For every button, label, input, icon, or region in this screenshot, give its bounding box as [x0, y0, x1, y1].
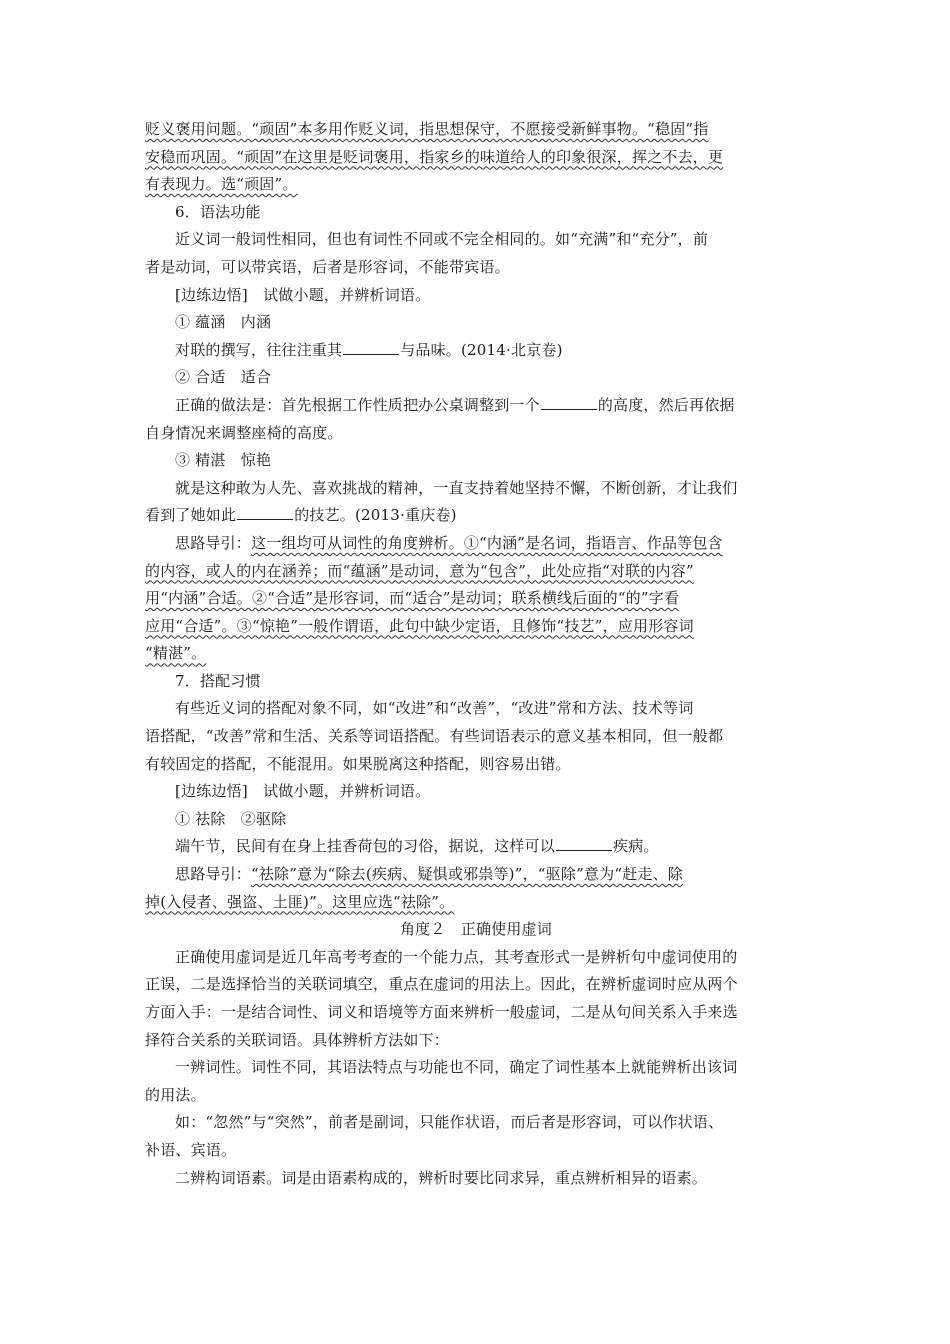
question-words: ② 合适 适合 — [175, 368, 272, 387]
document-page — [145, 116, 807, 1192]
guide-line — [145, 558, 807, 586]
question-sentence: 自身情况来调整座椅的高度。 — [145, 423, 343, 442]
paragraph-line: 正确使用虚词是近几年高考考查的一个能力点，其考查形式一是辨析句中虚词使用的 — [175, 947, 738, 966]
question-words: ① 祛除 ②驱除 — [175, 809, 287, 828]
guide-line — [145, 640, 807, 668]
text-line — [145, 171, 807, 199]
question-sentence: 正确的做法是：首先根据工作性质把办公桌调整到一个 的高度，然后再依据 — [175, 395, 735, 414]
guide-line — [145, 889, 807, 917]
practice-label: [边练边悟] 试做小题，并辨析词语。 — [175, 285, 431, 304]
paragraph-line: 正误，二是选择恰当的关联词填空，重点在虚词的用法上。因此，在辨析虚词时应从两个 — [145, 975, 738, 994]
guide-text: 用“内涵”合适。②“合适”是形容词，而“适合”是动词；联系横线后面的“的”字看 — [145, 589, 680, 608]
analysis-text: 有表现力。选“顽固”。 — [145, 175, 298, 194]
guide-text: “祛除”意为“除去(疾病、疑惧或邪祟等)”，“驱除”意为“赶走、除 — [251, 865, 684, 884]
paragraph-line: 一辨词性。词性不同，其语法特点与功能也不同，确定了词性基本上就能辨析出该词 — [175, 1058, 738, 1077]
question-sentence: 就是这种敢为人先、喜欢挑战的精神，一直支持着她坚持不懈，不断创新，才让我们 — [175, 478, 738, 497]
paragraph-line: 者是动词，可以带宾语，后者是形容词，不能带宾语。 — [145, 257, 510, 276]
paragraph-line: 方面入手：一是结合词性、词义和语境等方面来辨析一般虚词，二是从句间关系入手来选 — [145, 1003, 738, 1021]
paragraph-line: 近义词一般词性相同，但也有词性不同或不完全相同的。如“充满”和“充分”，前 — [175, 230, 709, 249]
fill-blank[interactable] — [237, 518, 293, 520]
guide-label: 思路导引： — [175, 533, 252, 552]
question-words: ① 蕴涵 内涵 — [175, 313, 272, 332]
paragraph-line: 的用法。 — [145, 1085, 206, 1104]
guide-line — [145, 861, 807, 889]
text-line — [145, 116, 807, 144]
paragraph-line: 语搭配，“改善”常和生活、关系等词语搭配。有些词语表示的意义基本相同，但一般都 — [145, 727, 724, 746]
practice-label: [边练边悟] 试做小题，并辨析词语。 — [175, 782, 431, 801]
question-sentence: 端午节，民间有在身上挂香荷包的习俗，据说，这样可以 疾病。 — [175, 837, 659, 856]
guide-line — [145, 585, 807, 613]
guide-line — [145, 530, 807, 558]
section-heading: 6．语法功能 — [175, 202, 261, 221]
paragraph-line: 有些近义词的搭配对象不同，如“改进”和“改善”，“改进”常和方法、技术等词 — [175, 699, 694, 718]
question-sentence: 对联的撰写，往往注重其 与品味。(2014·北京卷) — [175, 340, 563, 359]
section-heading: 7．搭配习惯 — [175, 671, 261, 690]
paragraph-line: 如：“忽然”与“突然”，前者是副词，只能作状语，而后者是形容词，可以作状语、 — [175, 1113, 724, 1132]
text-line — [145, 144, 807, 172]
paragraph-line: 有较固定的搭配，不能混用。如果脱离这种搭配，则容易出错。 — [145, 754, 571, 773]
guide-text: “精湛”。 — [145, 644, 207, 663]
angle-title: 角度２ 正确使用虚词 — [399, 920, 552, 939]
guide-text: 应用“合适”。③“惊艳”一般作谓语，此句中缺少定语，且修饰“技艺”，应用形容词 — [145, 616, 694, 635]
guide-text: 的内容，或人的内在涵养；而“蕴涵”是动词，意为“包含”，此处应指“对联的内容” — [145, 561, 694, 580]
paragraph-line: 二辨构词语素。词是由语素构成的，辨析时要比同求异，重点辨析相异的语素。 — [175, 1168, 708, 1187]
guide-label: 思路导引： — [175, 865, 252, 884]
guide-line — [145, 613, 807, 641]
paragraph-line: 补语、宾语。 — [145, 1140, 237, 1159]
guide-text: 掉(入侵者、强盗、土匪)”。这里应选“祛除”。 — [145, 892, 455, 911]
guide-text: 这一组均可从词性的角度辨析。①“内涵”是名词，指语言、作品等包含 — [251, 533, 723, 552]
fill-blank[interactable] — [541, 408, 597, 410]
analysis-text: 安稳而巩固。“顽固”在这里是贬词褒用，指家乡的味道给人的印象很深，挥之不去，更 — [145, 147, 724, 166]
paragraph-line: 择符合关系的关联词语。具体辨析方法如下： — [145, 1030, 450, 1049]
question-words: ③ 精湛 惊艳 — [175, 451, 272, 470]
analysis-text: 贬义褒用问题。“顽固”本多用作贬义词，指思想保守，不愿接受新鲜事物。“稳固”指 — [145, 120, 709, 138]
fill-blank[interactable] — [343, 353, 399, 355]
fill-blank[interactable] — [556, 849, 612, 851]
question-sentence: 看到了她如此 的技艺。(2013·重庆卷) — [145, 506, 457, 525]
